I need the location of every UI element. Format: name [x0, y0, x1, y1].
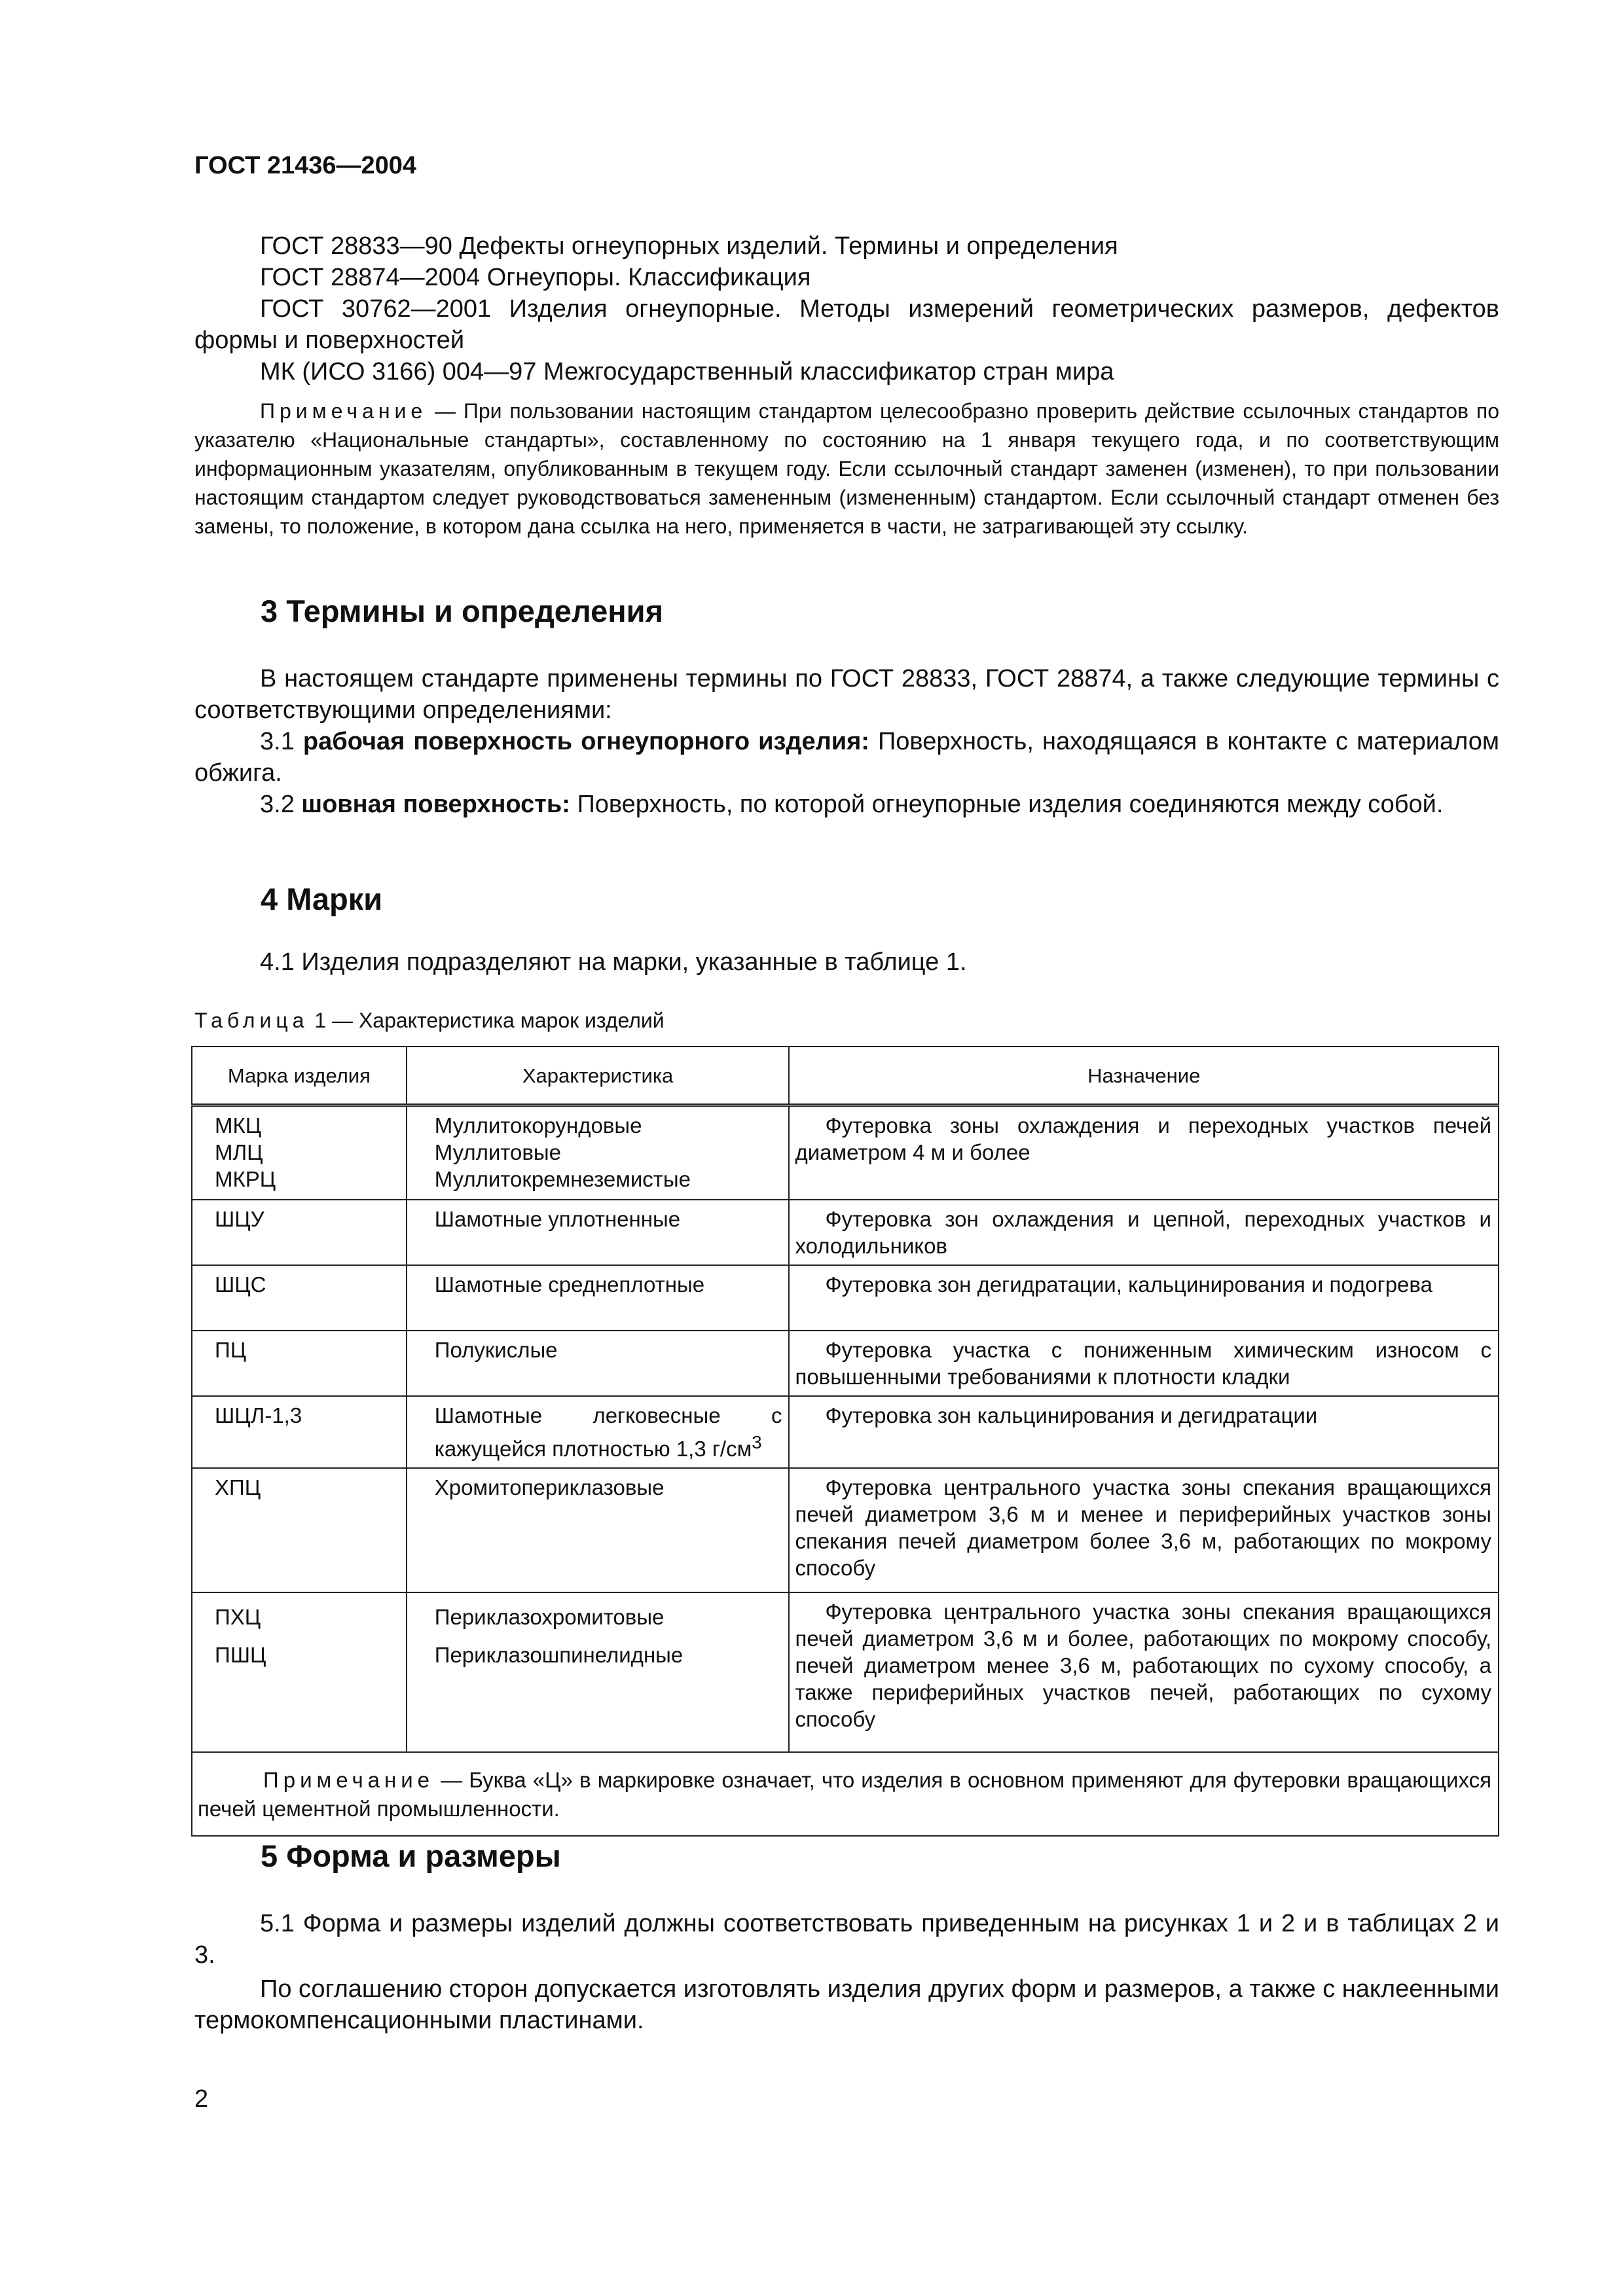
column-header: Марка изделия	[192, 1047, 407, 1105]
table-note	[192, 1752, 1499, 1836]
table-caption-text: 1 — Характеристика марок изделий	[308, 1009, 665, 1032]
purpose-text: Футеровка зоны охлаждения и переходных участков печей диаметром 4 м и более	[795, 1113, 1491, 1164]
purpose-text: Футеровка центрального участка зоны спекания вращающихся печей диаметром 3,6 м и менее и периферийных участков зоны спекания печей диаметром более 3,6 м, работающих по мокрому способу	[795, 1475, 1491, 1580]
term-definition: Поверхность, находящаяся в контакте с материалом обжига.	[194, 728, 1499, 787]
purpose-text: Футеровка зон охлаждения и цепной, переходных участков и холодильников	[795, 1206, 1491, 1258]
mark-cell: ШЦС	[192, 1265, 407, 1331]
mark-cell: ХПЦ	[192, 1468, 407, 1592]
references-note	[194, 397, 1499, 541]
characteristic-cell: Периклазохромитовые Периклазошпинелидные	[407, 1592, 790, 1752]
term-number: 3.2	[260, 791, 302, 818]
table-row	[192, 1592, 1499, 1752]
table-caption	[194, 1009, 665, 1033]
table-row	[192, 1468, 1499, 1592]
section-5-body	[194, 1908, 1499, 2036]
table-row	[192, 1396, 1499, 1468]
term-3-1	[194, 726, 1499, 789]
section-3-title: 3 Термины и определения	[261, 594, 663, 628]
page-number: 2	[194, 2085, 209, 2113]
note-text: — Буква «Ц» в маркировке означает, что изделия в основном применяют для футеровки вращающихся печей цементной промышленности.	[198, 1767, 1491, 1821]
characteristic-cell: Хромитопериклазовые	[407, 1468, 790, 1592]
characteristic-cell	[407, 1396, 790, 1468]
section-5-paragraph: 5.1 Форма и размеры изделий должны соответствовать приведенным на рисунках 1 и 2 и в таблицах 2 и 3.	[194, 1910, 1499, 1969]
section-5-paragraph: По соглашению сторон допускается изготовлять изделия других форм и размеров, а также с наклеенными термокомпенсационными пластинами.	[194, 1975, 1500, 2034]
table-note-row	[192, 1752, 1499, 1836]
purpose-cell	[789, 1331, 1499, 1396]
purpose-cell	[789, 1105, 1499, 1200]
purpose-text: Футеровка зон кальцинирования и дегидратации	[825, 1403, 1318, 1427]
reference-item: ГОСТ 28874—2004 Огнеупоры. Классификация	[260, 264, 811, 291]
purpose-cell	[789, 1265, 1499, 1331]
section-3-intro: В настоящем стандарте применены термины по ГОСТ 28833, ГОСТ 28874, а также следующие термины с соответствующими определениями:	[194, 665, 1499, 724]
table-row	[192, 1331, 1499, 1396]
characteristic-text: Шамотные легковесные с кажущейся плотностью 1,3 г/см	[434, 1403, 782, 1461]
characteristic-cell: Шамотные уплотненные	[407, 1200, 790, 1265]
characteristic-cell: Шамотные среднеплотные	[407, 1265, 790, 1331]
mark-cell: ШЦЛ-1,3	[192, 1396, 407, 1468]
table-row	[192, 1265, 1499, 1331]
term-name: рабочая поверхность огнеупорного изделия:	[302, 728, 869, 755]
column-header: Назначение	[789, 1047, 1499, 1105]
purpose-text: Футеровка центрального участка зоны спекания вращающихся печей диаметром 3,6 м и более, работающих по мокрому способу, печей диаметром менее 3,6 м, работающих по сухому способу, а также периферийных участков печей, работающих по сухому способу	[795, 1599, 1491, 1731]
purpose-cell	[789, 1200, 1499, 1265]
term-definition: Поверхность, по которой огнеупорные изделия соединяются между собой.	[570, 791, 1444, 818]
purpose-cell	[789, 1468, 1499, 1592]
marks-table	[191, 1046, 1499, 1837]
purpose-cell	[789, 1396, 1499, 1468]
purpose-text: Футеровка участка с пониженным химическим износом с повышенными требованиями к плотности кладки	[795, 1337, 1491, 1389]
purpose-cell	[789, 1592, 1499, 1752]
section-4-title: 4 Марки	[261, 882, 383, 916]
mark-cell: ПЦ	[192, 1331, 407, 1396]
normative-references	[194, 230, 1499, 541]
term-number: 3.1	[260, 728, 303, 755]
superscript: 3	[752, 1431, 762, 1452]
characteristic-cell: Полукислые	[407, 1331, 790, 1396]
running-header: ГОСТ 21436—2004	[194, 152, 417, 179]
note-label: Примечание	[260, 399, 428, 423]
table-row	[192, 1105, 1499, 1200]
section-4-body	[194, 946, 1499, 978]
note-label: Примечание	[263, 1767, 435, 1792]
mark-cell: МКЦ МЛЦ МКРЦ	[192, 1105, 407, 1200]
reference-item: ГОСТ 28833—90 Дефекты огнеупорных изделий. Термины и определения	[260, 232, 1118, 260]
term-3-2	[194, 789, 1499, 820]
reference-item: ГОСТ 30762—2001 Изделия огнеупорные. Методы измерений геометрических размеров, дефектов формы и поверхностей	[194, 295, 1499, 354]
mark-cell: ПХЦ ПШЦ	[192, 1592, 407, 1752]
section-5-title: 5 Форма и размеры	[261, 1839, 561, 1873]
section-3-body	[194, 663, 1499, 820]
table-header-row	[192, 1047, 1499, 1105]
characteristic-cell: Муллитокорундовые Муллитовые Муллитокремнеземистые	[407, 1105, 790, 1200]
table-row	[192, 1200, 1499, 1265]
term-name: шовная поверхность:	[301, 791, 570, 818]
table-caption-label: Таблица	[194, 1009, 309, 1032]
purpose-text: Футеровка зон дегидратации, кальцинирования и подогрева	[825, 1272, 1432, 1297]
mark-cell: ШЦУ	[192, 1200, 407, 1265]
note-text: — При пользовании настоящим стандартом целесообразно проверить действие ссылочных стандартов по указателю «Национальные стандарты», составленному по состоянию на 1 января текущего года, и по соответствующим информационным указателям, опубликованным в текущем году. Если ссылочный стандарт заменен (изменен), то при пользовании настоящим стандартом следует руководствоваться замененным (измененным) стандартом. Если ссылочный стандарт отменен без замены, то положение, в котором дана ссылка на него, применяется в части, не затрагивающей эту ссылку.	[194, 399, 1499, 538]
section-4-paragraph: 4.1 Изделия подразделяют на марки, указанные в таблице 1.	[260, 948, 967, 976]
reference-item: МК (ИСО 3166) 004—97 Межгосударственный классификатор стран мира	[260, 358, 1114, 386]
column-header: Характеристика	[407, 1047, 790, 1105]
